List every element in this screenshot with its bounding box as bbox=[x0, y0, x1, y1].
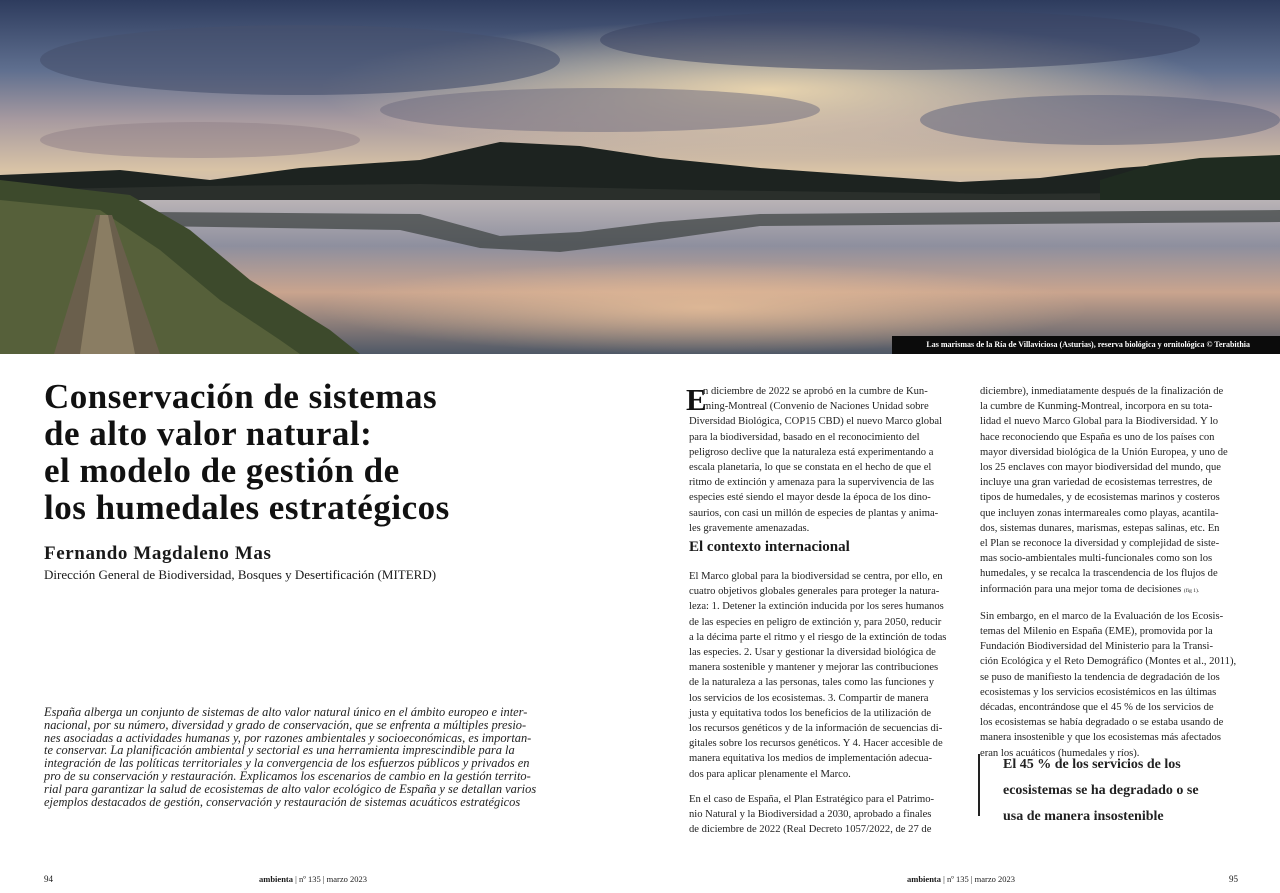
pullquote-line: usa de manera insostenible bbox=[1003, 809, 1164, 824]
body-line: cuatro objetivos globales generales para proteger la natura- bbox=[689, 586, 940, 598]
body-line: la cumbre de Kunming-Montreal, incorpora en su tota- bbox=[980, 401, 1213, 413]
body-line: ecosistemas y los servicios ecosistémicos en las últimas bbox=[980, 686, 1217, 698]
body-line: El Marco global para la biodiversidad se centra, por ello, en bbox=[689, 571, 943, 582]
body-line: tipos de humedales, y de ecosistemas marinos y costeros bbox=[980, 492, 1220, 504]
abstract-line: ejemplos destacados de gestión, conservación y restauración de sistemas acuáticos estratégicos bbox=[44, 794, 521, 809]
body-line: eran los acuáticos (humedales y ríos). bbox=[980, 747, 1140, 759]
section-heading: El contexto internacional bbox=[689, 539, 850, 555]
body-line: Diversidad Biológica, COP15 CBD) el nuevo Marco global bbox=[689, 416, 943, 428]
body-line: manera equitativa los medios de implementación adecua- bbox=[689, 753, 932, 765]
body-line: de diciembre de 2022 (Real Decreto 1057/2022, de 27 de bbox=[689, 824, 932, 836]
title-line: los humedales estratégicos bbox=[44, 488, 450, 527]
body-line: dos, sistemas dunares, marismas, estepas salinas, etc. En bbox=[980, 522, 1220, 534]
abstract-line: rial para garantizar la salud de ecosistemas de alto valor ecológico de España y se detallan varios bbox=[44, 781, 537, 796]
abstract-line: nes asociadas a actividades humanas y, por razones ambientales y socioeconómicas, es importan- bbox=[44, 730, 532, 745]
drop-cap: E bbox=[686, 382, 707, 417]
body-line: manera sostenible y mantener y mejorar las contribuciones bbox=[689, 662, 939, 674]
pullquote-line: El 45 % de los servicios de los bbox=[1003, 757, 1181, 772]
page-number-left: 94 bbox=[44, 874, 53, 884]
body-line: los recursos genéticos y de la información de secuencias di- bbox=[689, 723, 943, 735]
body-line: especies esté siendo el mayor desde la época de los dino- bbox=[689, 492, 931, 504]
body-line: humedales, y se recalca la trascendencia de los flujos de bbox=[980, 568, 1218, 580]
body-line: temas del Milenio en España (EME), promovida por la bbox=[980, 626, 1213, 638]
issue-info: | nº 135 | marzo 2023 bbox=[941, 874, 1016, 884]
body-line: los servicios de los ecosistemas. 3. Compartir de manera bbox=[689, 692, 929, 704]
body-line: saurios, con casi un millón de especies de plantas y anima- bbox=[689, 507, 939, 519]
body-line: a la décima parte el ritmo y el riesgo de la extinción de todas bbox=[689, 631, 947, 643]
page-number-right: 95 bbox=[1229, 874, 1238, 884]
abstract-line: integración de las políticas territoriales y la convergencia de los esfuerzos públicos y privados en bbox=[44, 756, 530, 771]
abstract-line: nacional, por su número, diversidad y grado de conservación, que se enfrenta a múltiples presio- bbox=[44, 717, 527, 732]
body-line: de la naturaleza a las personas, tales como las funciones y bbox=[689, 677, 935, 689]
running-footer-right bbox=[907, 874, 1015, 884]
running-footer-left bbox=[259, 874, 367, 884]
body-line: peligroso declive que la naturaleza está experimentando a bbox=[689, 446, 934, 458]
body-line: lidad el nuevo Marco Global para la Biodiversidad. Y lo bbox=[980, 416, 1219, 428]
body-line bbox=[980, 582, 1242, 599]
body-line: incluye una gran variedad de ecosistemas terrestres, de bbox=[980, 477, 1213, 489]
body-line: Fundación Biodiversidad del Ministerio para la Transi- bbox=[980, 641, 1214, 653]
body-line: se puso de manifiesto la tendencia de degradación de los bbox=[980, 671, 1220, 683]
photo-caption: Las marismas de la Ría de Villaviciosa (Asturias), reserva biológica y ornitológica © Terabithia bbox=[892, 336, 1280, 354]
body-line: que incluyen zonas intermareales como playas, acantila- bbox=[980, 507, 1219, 519]
body-line: décadas, encontrándose que el 45 % de los servicios de bbox=[980, 702, 1214, 714]
body-line: ción Ecológica y el Reto Demográfico (Montes et al., 2011), bbox=[980, 656, 1237, 668]
pullquote-line: ecosistemas se ha degradado o se bbox=[1003, 783, 1199, 798]
author-affiliation: Dirección General de Biodiversidad, Bosques y Desertificación (MITERD) bbox=[44, 567, 437, 582]
body-line: ritmo de extinción y amenaza para la supervivencia de las bbox=[689, 477, 935, 489]
body-line: hace reconociendo que España es uno de los países con bbox=[980, 431, 1215, 443]
body-line: las especies. 2. Usar y gestionar la diversidad biológica de bbox=[689, 647, 936, 659]
body-column-1 bbox=[689, 384, 949, 536]
article-title bbox=[44, 378, 604, 526]
body-line: escala planetaria, lo que se constata en el hecho de que el bbox=[689, 462, 932, 474]
body-column-1-section bbox=[689, 569, 949, 837]
header-photo bbox=[0, 0, 1280, 354]
body-line: manera insostenible y que los ecosistemas más afectados bbox=[980, 732, 1221, 744]
body-line: nio Natural y la Biodiversidad a 2030, aprobado a finales bbox=[689, 809, 932, 821]
body-line: los 25 enclaves con mayor biodiversidad del mundo, que bbox=[980, 462, 1221, 474]
body-line: de las especies en peligro de extinción y, para 2050, reducir bbox=[689, 616, 942, 628]
pullquote bbox=[1003, 752, 1199, 830]
body-line: n diciembre de 2022 se aprobó en la cumbre de Kun- bbox=[703, 386, 928, 397]
body-line: los ecosistemas se había degradado o se estaba usando de bbox=[980, 717, 1224, 729]
body-line: les gravemente amenazadas. bbox=[689, 522, 810, 534]
body-line: justa y equitativa todos los beneficios de la utilización de bbox=[689, 707, 932, 719]
magazine-name: ambienta bbox=[259, 874, 293, 884]
body-line: Sin embargo, en el marco de la Evaluación de los Ecosis- bbox=[980, 610, 1224, 622]
body-line: mayor diversidad biológica de la Unión Europea, y uno de bbox=[980, 446, 1228, 458]
body-line: ming-Montreal (Convenio de Naciones Unidad sobre bbox=[703, 401, 929, 413]
body-line: para la biodiversidad, basado en el reconocimiento del bbox=[689, 431, 920, 443]
abstract bbox=[44, 706, 566, 808]
abstract-line: pro de su conservación y restauración. Explicamos los escenarios de cambio en la gestión territo- bbox=[44, 768, 531, 783]
title-line: el modelo de gestión de bbox=[44, 451, 400, 490]
figure-reference: (fig 1). bbox=[1183, 587, 1200, 594]
body-line: leza: 1. Detener la extinción inducida por los seres humanos bbox=[689, 601, 944, 613]
body-column-2 bbox=[980, 384, 1242, 761]
pullquote-rule bbox=[978, 754, 980, 816]
magazine-name: ambienta bbox=[907, 874, 941, 884]
body-line: gitales sobre los recursos genéticos. Y 4. Hacer accesible de bbox=[689, 738, 943, 750]
abstract-line: España alberga un conjunto de sistemas de alto valor natural único en el ámbito europeo e inter- bbox=[44, 705, 528, 719]
body-line: dos para aplicar plenamente el Marco. bbox=[689, 768, 851, 780]
title-line: de alto valor natural: bbox=[44, 414, 373, 453]
title-line: Conservación de sistemas bbox=[44, 377, 438, 416]
marsh-landscape-image bbox=[0, 0, 1280, 354]
abstract-line: te conservar. La planificación ambiental y sectorial es una herramienta imprescindible para la bbox=[44, 743, 515, 758]
author-name: Fernando Magdaleno Mas bbox=[44, 543, 272, 564]
issue-info: | nº 135 | marzo 2023 bbox=[293, 874, 368, 884]
body-text: información para una mejor toma de decisiones bbox=[980, 583, 1182, 595]
body-line: el Plan se reconoce la diversidad y complejidad de siste- bbox=[980, 538, 1220, 550]
body-line: En el caso de España, el Plan Estratégico para el Patrimo- bbox=[689, 793, 935, 805]
body-line: diciembre), inmediatamente después de la finalización de bbox=[980, 386, 1224, 397]
body-line: mas socio-ambientales multi-funcionales como son los bbox=[980, 553, 1213, 565]
